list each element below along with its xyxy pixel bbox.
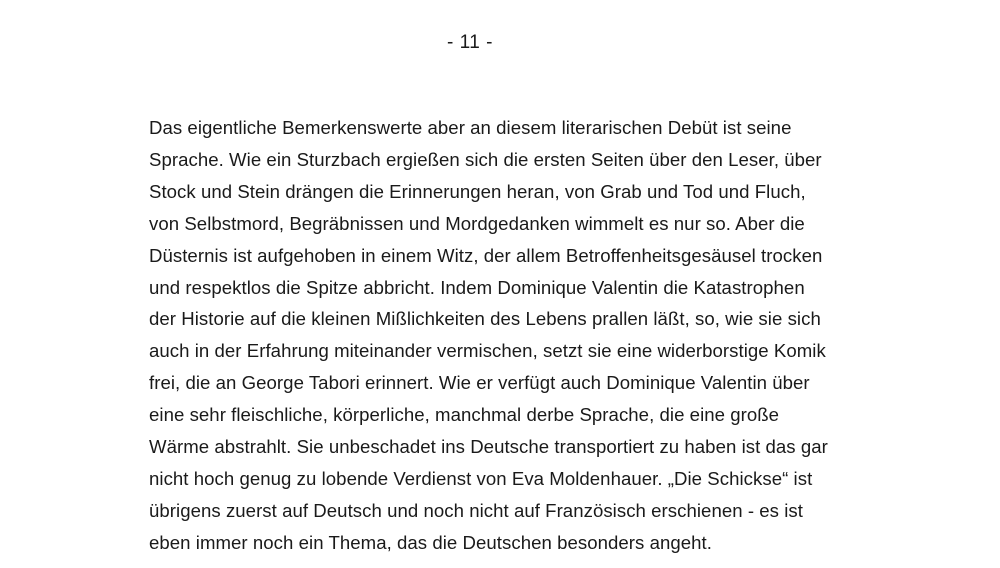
text-line: übrigens zuerst auf Deutsch und noch nicht auf Französisch erschienen - es ist <box>149 499 803 521</box>
text-line: eine sehr fleischliche, körperliche, manchmal derbe Sprache, die eine große <box>149 404 780 426</box>
text-line: Stock und Stein drängen die Erinnerungen heran, von Grab und Tod und Fluch, <box>149 180 806 202</box>
text-line: Sprache. Wie ein Sturzbach ergießen sich die ersten Seiten über den Leser, über <box>149 148 822 170</box>
text-line: auch in der Erfahrung miteinander vermischen, setzt sie eine widerborstige Komik <box>149 340 826 362</box>
page-number: - 11 - <box>447 32 493 53</box>
text-line: nicht hoch genug zu lobende Verdienst von Eva Moldenhauer. „Die Schickse“ ist <box>149 467 813 489</box>
text-line: und respektlos die Spitze abbricht. Indem Dominique Valentin die Katastrophen <box>149 276 805 298</box>
text-line: Das eigentliche Bemerkenswerte aber an diesem literarischen Debüt ist seine <box>149 117 792 138</box>
text-line: Düsternis ist aufgehoben in einem Witz, der allem Betroffenheitsgesäusel trocken <box>149 244 823 266</box>
text-line: von Selbstmord, Begräbnissen und Mordgedanken wimmelt es nur so. Aber die <box>149 212 805 234</box>
text-line: der Historie auf die kleinen Mißlichkeiten des Lebens prallen läßt, so, wie sie sich <box>149 308 821 330</box>
text-line: Wärme abstrahlt. Sie unbeschadet ins Deutsche transportiert zu haben ist das gar <box>149 436 828 458</box>
text-line: frei, die an George Tabori erinnert. Wie er verfügt auch Dominique Valentin über <box>149 372 810 394</box>
text-line: eben immer noch ein Thema, das die Deutschen besonders angeht. <box>149 531 712 553</box>
body-paragraph <box>149 112 949 559</box>
